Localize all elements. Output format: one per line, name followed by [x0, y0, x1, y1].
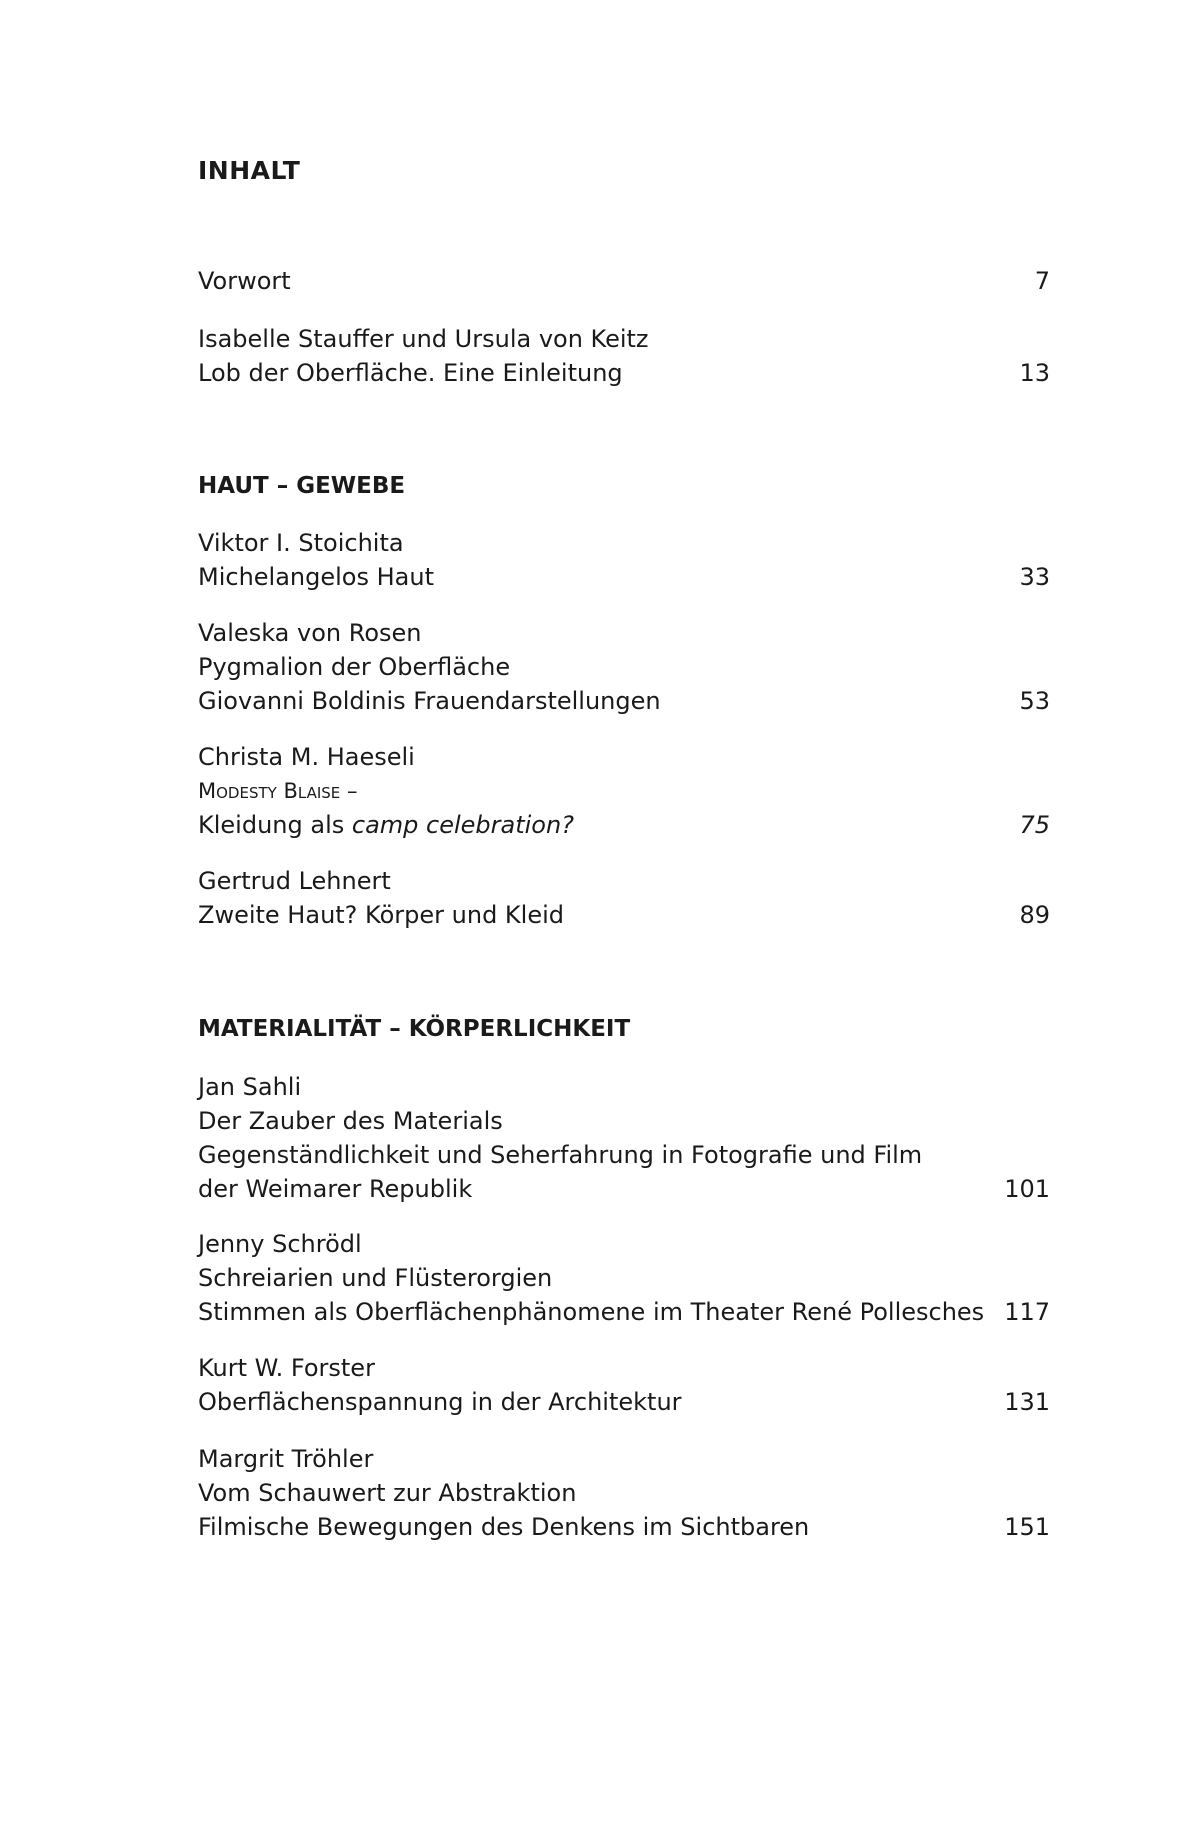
toc-entry-einleitung[interactable] — [198, 322, 1050, 390]
toc-entry-forster[interactable] — [198, 1351, 1050, 1419]
entry-subtitle: Giovanni Boldinis Frauendarstellungen — [198, 687, 661, 715]
entry-page-number: 89 — [1019, 901, 1050, 929]
entry-title: Zweite Haut? Körper und Kleid — [198, 901, 564, 929]
entry-subtitle-italic: camp celebration? — [351, 811, 574, 839]
section-heading-haut-gewebe: HAUT – GEWEBE — [198, 473, 406, 499]
entry-title: Vom Schauwert zur Abstraktion — [198, 1479, 577, 1507]
entry-author: Margrit Tröhler — [198, 1445, 374, 1473]
entry-subtitle: Filmische Bewegungen des Denkens im Sichtbaren — [198, 1513, 810, 1541]
toc-entry-lehnert[interactable] — [198, 864, 1050, 932]
entry-author: Christa M. Haeseli — [198, 743, 415, 771]
toc-entry-troehler[interactable] — [198, 1442, 1050, 1544]
toc-entry-haeseli[interactable] — [198, 740, 1050, 842]
entry-author: Jenny Schrödl — [198, 1230, 362, 1258]
entry-author: Valeska von Rosen — [198, 619, 422, 647]
entry-page-number: 13 — [1019, 359, 1050, 387]
entry-subtitle: Stimmen als Oberflächenphänomene im Theater René Pollesches — [198, 1298, 985, 1326]
entry-subtitle — [198, 808, 1050, 842]
entry-title: Schreiarien und Flüsterorgien — [198, 1264, 553, 1292]
entry-author: Isabelle Stauffer und Ursula von Keitz — [198, 325, 649, 353]
entry-author: Kurt W. Forster — [198, 1354, 375, 1382]
entry-title: Der Zauber des Materials — [198, 1107, 503, 1135]
entry-title: Modesty Blaise – — [198, 779, 358, 803]
toc-entry-schroedl[interactable] — [198, 1227, 1050, 1329]
entry-title: Oberflächenspannung in der Architektur — [198, 1388, 682, 1416]
entry-page-number: 33 — [1019, 563, 1050, 591]
toc-entry-vorwort[interactable] — [198, 264, 1050, 298]
section-heading-materialitaet: MATERIALITÄT – KÖRPERLICHKEIT — [198, 1016, 631, 1042]
entry-author: Viktor I. Stoichita — [198, 529, 404, 557]
entry-page-number: 53 — [1019, 687, 1050, 715]
entry-page-number: 101 — [1004, 1175, 1050, 1203]
entry-title: Pygmalion der Oberfläche — [198, 653, 511, 681]
entry-page-number: 75 — [1019, 811, 1050, 839]
toc-entry-stoichita[interactable] — [198, 526, 1050, 594]
entry-page-number: 7 — [1034, 267, 1050, 295]
toc-entry-von-rosen[interactable] — [198, 616, 1050, 718]
entry-subtitle-prefix: Kleidung als — [198, 811, 352, 839]
toc-entry-sahli[interactable] — [198, 1070, 1050, 1206]
entry-page-number: 131 — [1004, 1388, 1050, 1416]
entry-subtitle: der Weimarer Republik — [198, 1175, 473, 1203]
entry-page-number: 151 — [1004, 1513, 1050, 1541]
toc-page — [198, 0, 1050, 1828]
entry-title: Michelangelos Haut — [198, 563, 434, 591]
entry-author: Jan Sahli — [198, 1073, 302, 1101]
entry-page-number: 117 — [1004, 1298, 1050, 1326]
entry-title: Vorwort — [198, 267, 291, 295]
entry-title: Lob der Oberfläche. Eine Einleitung — [198, 359, 623, 387]
entry-author: Gertrud Lehnert — [198, 867, 391, 895]
page-title: INHALT — [198, 156, 301, 185]
entry-subtitle: Gegenständlichkeit und Seherfahrung in Fotografie und Film — [198, 1141, 923, 1169]
